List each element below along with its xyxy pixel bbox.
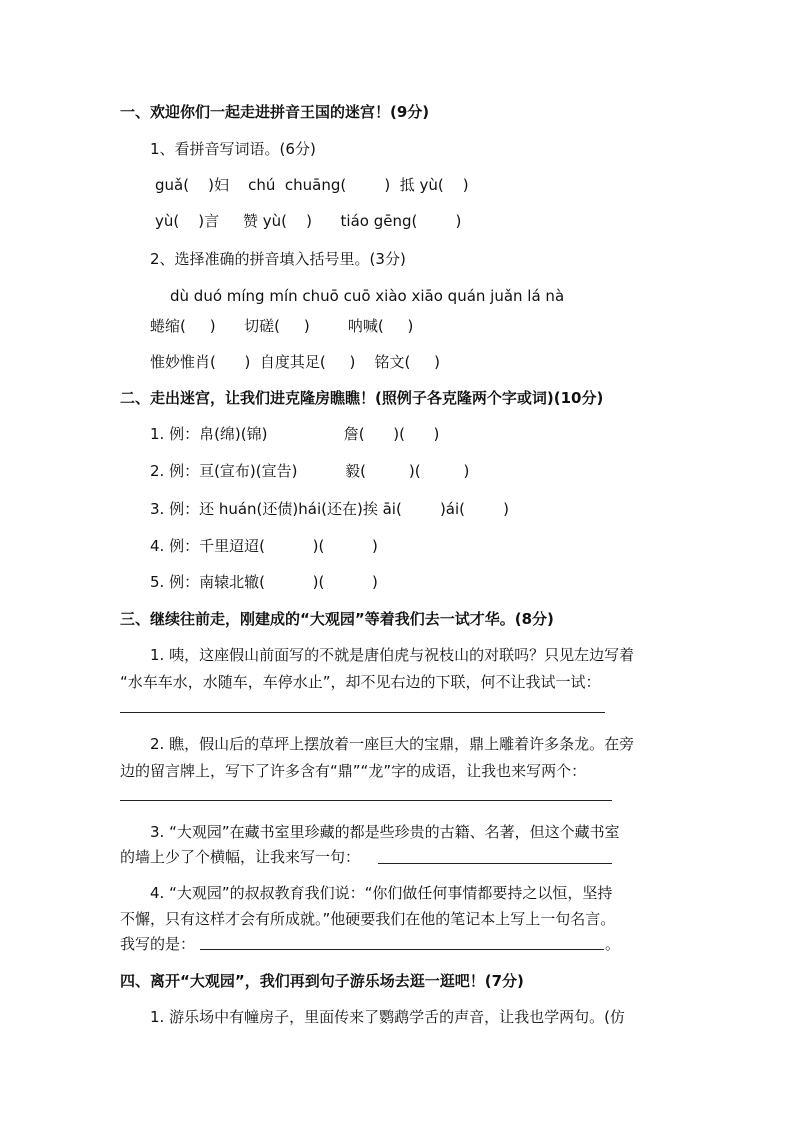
s1-q1-row-1: guǎ( )妇 chú chuāng( ) 抵 yù( ) bbox=[155, 176, 469, 194]
s3-q4-line-3: 我写的是： bbox=[120, 935, 196, 953]
s3-q1-answer-line[interactable] bbox=[120, 712, 605, 713]
s3-q2-line-2: 边的留言牌上，写下了许多含有“鼎”“龙”字的成语，让我也来写两个： bbox=[120, 762, 587, 780]
pinyin-options: dù duó míng mín chuō cuō xiào xiāo quán juǎn lá nà bbox=[170, 287, 565, 305]
s1-question-1: 1、看拼音写词语。(6分) bbox=[150, 140, 316, 158]
section-2-title: 二、走出迷宫，让我们进克隆房瞧瞧！(照例子各克隆两个字或词)(10分) bbox=[120, 389, 604, 407]
s3-q1-line-1: 1. 咦，这座假山前面写的不就是唐伯虎与祝枝山的对联吗？只见左边写着 bbox=[150, 646, 635, 664]
s1-q2-row-2: 惟妙惟肖( ) 自度其足( ) 铭文( ) bbox=[150, 353, 441, 371]
s3-q4-line-2: 不懈，只有这样才会有所成就。”他硬要我们在他的笔记本上写上一句名言。 bbox=[120, 910, 616, 928]
s4-q1-line-1: 1. 游乐场中有幢房子，里面传来了鹦鹉学舌的声音，让我也学两句。(仿 bbox=[150, 1008, 625, 1026]
s1-q1-row-2: yù( )言 赞 yù( ) tiáo gēng( ) bbox=[155, 212, 462, 230]
s3-q2-line-1: 2. 瞧，假山后的草坪上摆放着一座巨大的宝鼎，鼎上雕着许多条龙。在旁 bbox=[150, 735, 635, 753]
s3-q1-line-2: “水车车水，水随车，车停水止”，却不见右边的下联，何不让我试一试： bbox=[120, 673, 601, 691]
s1-question-2: 2、选择准确的拼音填入括号里。(3分) bbox=[150, 250, 406, 268]
section-3-title: 三、继续往前走，刚建成的“大观园”等着我们去一试才华。(8分) bbox=[120, 610, 554, 628]
s2-example-3: 3. 例：还 huán(还债)hái(还在)挨 āi( )ái( ) bbox=[150, 500, 510, 518]
s3-q4-line-1: 4. “大观园”的叔叔教育我们说：“你们做任何事情都要持之以恒，坚持 bbox=[150, 884, 613, 902]
s1-q2-row-1: 蜷缩( ) 切磋( ) 呐喊( ) bbox=[150, 317, 414, 335]
s3-q3-line-1: 3. “大观园”在藏书室里珍藏的都是些珍贵的古籍、名著，但这个藏书室 bbox=[150, 823, 620, 841]
section-4-title: 四、离开“大观园”，我们再到句子游乐场去逛一逛吧！(7分) bbox=[120, 972, 524, 990]
section-1-title: 一、欢迎你们一起走进拼音王国的迷宫！(9分) bbox=[120, 103, 430, 121]
s2-example-1: 1. 例：帛(绵)(锦) 詹( )( ) bbox=[150, 425, 440, 443]
s3-q3-line-2: 的墙上少了个横幅，让我来写一句： bbox=[120, 848, 361, 866]
s3-q2-answer-line[interactable] bbox=[120, 800, 612, 801]
s3-q4-end-mark: 。 bbox=[605, 935, 621, 953]
s3-q3-answer-line[interactable] bbox=[378, 863, 612, 864]
s2-example-2: 2. 例：亘(宣布)(宣告) 毅( )( ) bbox=[150, 462, 470, 480]
s2-example-5: 5. 例：南辕北辙( )( ) bbox=[150, 573, 378, 591]
s3-q4-answer-line[interactable] bbox=[200, 949, 604, 950]
s2-example-4: 4. 例：千里迢迢( )( ) bbox=[150, 537, 378, 555]
